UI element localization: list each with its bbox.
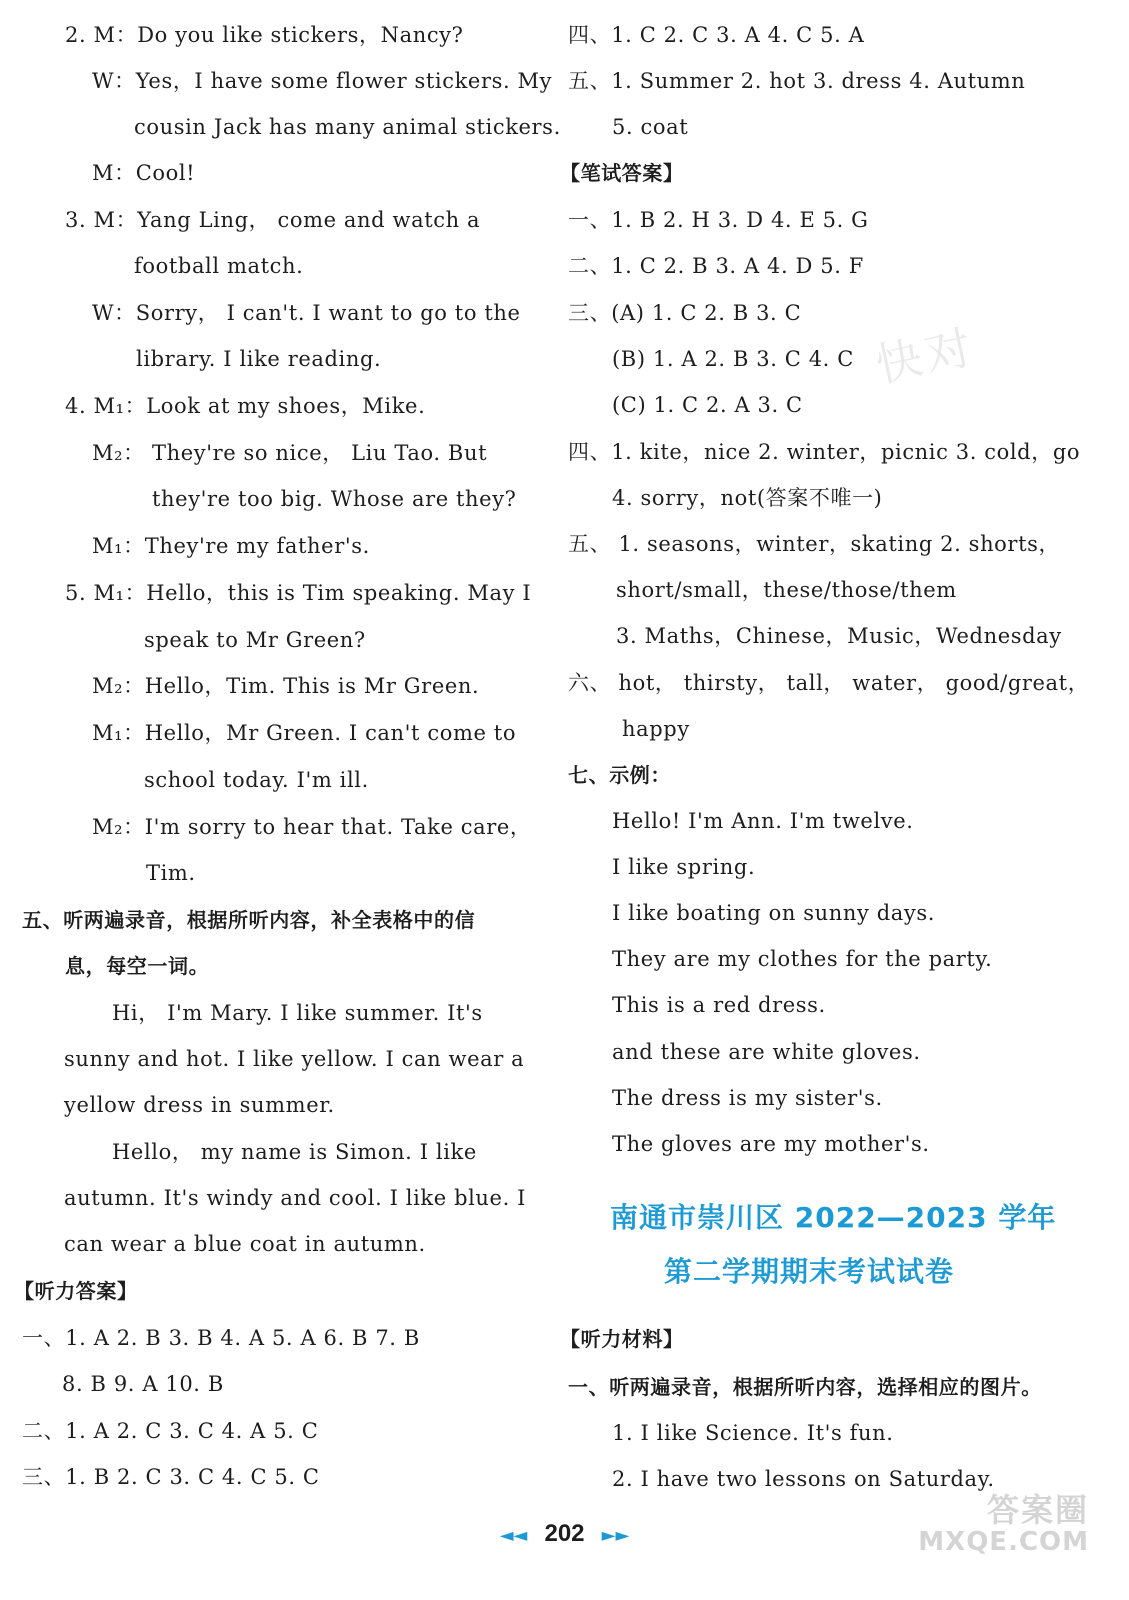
- page-footer: [0, 1520, 1129, 1548]
- answer-line: 六、 hot， thirsty， tall， water， good/great，: [568, 671, 1090, 695]
- paragraph-line: sunny and hot. I like yellow. I can wear a: [64, 1047, 525, 1071]
- paragraph-line: Hi， I'm Mary. I like summer. It's: [112, 1001, 483, 1025]
- answer-line: 七、示例：: [568, 763, 671, 787]
- answer-line: 5. coat: [612, 115, 689, 139]
- material-line: 2. I have two lessons on Saturday.: [612, 1467, 995, 1491]
- dialog-line: 4. M₁：Look at my shoes，Mike.: [65, 394, 426, 418]
- essay-line: Hello! I'm Ann. I'm twelve.: [612, 809, 914, 833]
- paragraph-line: Hello， my name is Simon. I like: [112, 1140, 477, 1164]
- page-number: 202: [544, 1520, 585, 1547]
- watermark-stamp: 快对: [871, 319, 981, 393]
- dialog-line: school today. I'm ill.: [144, 768, 369, 792]
- essay-line: I like spring.: [612, 855, 756, 879]
- answer-line: happy: [622, 717, 690, 741]
- answer-line: 二、1. C 2. B 3. A 4. D 5. F: [568, 254, 864, 278]
- prev-arrows-icon: ◄◄: [499, 1525, 528, 1546]
- essay-line: and these are white gloves.: [612, 1040, 921, 1064]
- dialog-line: library. I like reading.: [136, 347, 382, 371]
- answer-line: 二、1. A 2. C 3. C 4. A 5. C: [22, 1419, 319, 1443]
- dialog-line: football match.: [134, 254, 304, 278]
- dialog-line: W：Sorry， I can't. I want to go to the: [92, 301, 521, 325]
- listening-material-heading: 【听力材料】: [560, 1327, 684, 1351]
- dialog-line: M₂：I'm sorry to hear that. Take care，: [92, 815, 532, 839]
- dialog-line: Tim.: [146, 861, 196, 885]
- dialog-line: speak to Mr Green?: [144, 628, 366, 652]
- answer-line: 四、1. C 2. C 3. A 4. C 5. A: [568, 23, 865, 47]
- essay-line: They are my clothes for the party.: [612, 947, 993, 971]
- watermark-url: MXQE.COM: [918, 1527, 1089, 1557]
- answer-line: 四、1. kite，nice 2. winter，picnic 3. cold，go: [568, 440, 1081, 464]
- watermark-logo: 答案圈: [986, 1491, 1089, 1529]
- answer-line: 三、1. B 2. C 3. C 4. C 5. C: [22, 1465, 320, 1489]
- dialog-line: W：Yes，I have some flower stickers. My: [92, 69, 553, 93]
- section-title: 一、听两遍录音，根据所听内容，选择相应的图片。: [568, 1375, 1042, 1399]
- answer-line: 一、1. B 2. H 3. D 4. E 5. G: [568, 208, 869, 232]
- dialog-line: 3. M：Yang Ling， come and watch a: [65, 208, 481, 232]
- answer-line: (C) 1. C 2. A 3. C: [612, 393, 803, 417]
- paragraph-line: can wear a blue coat in autumn.: [64, 1232, 426, 1256]
- answer-line: short/small，these/those/them: [616, 578, 957, 602]
- essay-line: The dress is my sister's.: [612, 1086, 883, 1110]
- dialog-line: M₁：They're my father's.: [92, 534, 370, 558]
- dialog-line: 5. M₁：Hello，this is Tim speaking. May I: [65, 581, 532, 605]
- answer-line: 五、 1. seasons，winter，skating 2. shorts，: [568, 532, 1061, 556]
- dialog-line: M₁：Hello，Mr Green. I can't come to: [92, 721, 517, 745]
- material-line: 1. I like Science. It's fun.: [612, 1421, 894, 1445]
- answer-line: 8. B 9. A 10. B: [62, 1372, 224, 1396]
- dialog-line: M₂： They're so nice， Liu Tao. But: [92, 441, 488, 465]
- dialog-line: 2. M：Do you like stickers，Nancy?: [65, 23, 464, 47]
- dialog-line: cousin Jack has many animal stickers.: [134, 115, 561, 139]
- dialog-line: M：Cool!: [92, 161, 196, 185]
- exam-subtitle: 第二学期期末考试试卷: [664, 1255, 955, 1288]
- dialog-line: M₂：Hello，Tim. This is Mr Green.: [92, 674, 480, 698]
- listening-answers-heading: 【听力答案】: [14, 1279, 138, 1303]
- answer-line: 一、1. A 2. B 3. B 4. A 5. A 6. B 7. B: [22, 1326, 420, 1350]
- answer-line: 五、1. Summer 2. hot 3. dress 4. Autumn: [568, 69, 1026, 93]
- section-title: 息，每空一词。: [65, 954, 210, 978]
- exam-title: 南通市崇川区 2022—2023 学年: [610, 1201, 1057, 1234]
- dialog-line: they're too big. Whose are they?: [152, 487, 517, 511]
- essay-line: I like boating on sunny days.: [612, 901, 936, 925]
- next-arrows-icon: ►►: [601, 1525, 630, 1546]
- section-title: 五、听两遍录音，根据所听内容，补全表格中的信: [22, 908, 476, 932]
- paragraph-line: yellow dress in summer.: [64, 1093, 335, 1117]
- essay-line: The gloves are my mother's.: [612, 1132, 930, 1156]
- written-answers-heading: 【笔试答案】: [560, 161, 684, 185]
- answer-line: 4. sorry，not(答案不唯一): [612, 486, 883, 510]
- essay-line: This is a red dress.: [612, 993, 826, 1017]
- answer-line: (B) 1. A 2. B 3. C 4. C: [612, 347, 854, 371]
- answer-line: 3. Maths，Chinese，Music，Wednesday: [616, 624, 1062, 648]
- answer-line: 三、(A) 1. C 2. B 3. C: [568, 301, 802, 325]
- paragraph-line: autumn. It's windy and cool. I like blue. I: [64, 1186, 527, 1210]
